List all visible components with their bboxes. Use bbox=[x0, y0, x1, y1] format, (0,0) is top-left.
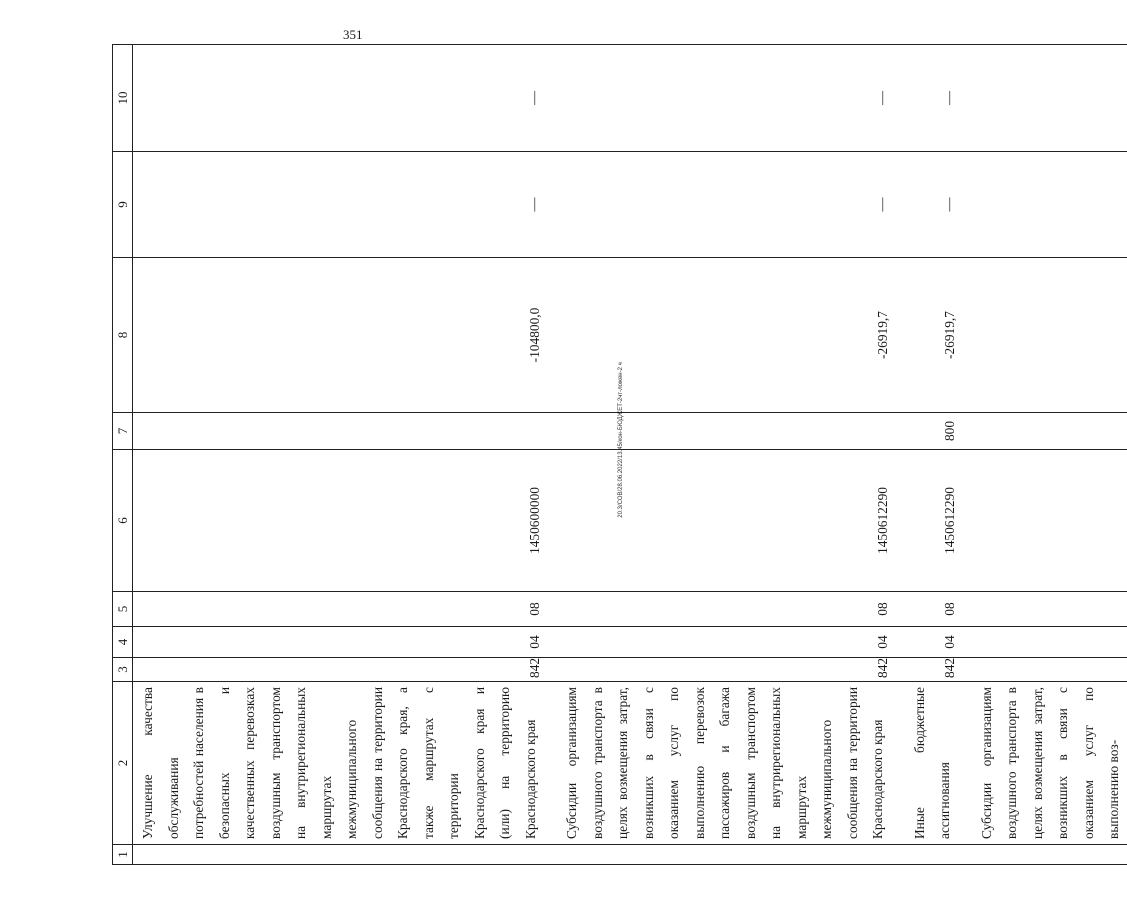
col-header-5: 5 bbox=[113, 592, 133, 627]
col-header-2: 2 bbox=[113, 682, 133, 845]
cell-c9: — bbox=[133, 152, 544, 258]
cell-c10 bbox=[972, 45, 1127, 152]
cell-c5: 08 bbox=[557, 592, 891, 627]
cell-c8: -26919,7 bbox=[905, 258, 958, 413]
cell-c5: 08 bbox=[905, 592, 958, 627]
col-header-10: 10 bbox=[113, 45, 133, 152]
header-row bbox=[113, 45, 133, 865]
cell-c9: — bbox=[557, 152, 891, 258]
cell-c6 bbox=[972, 450, 1127, 592]
col-header-8: 8 bbox=[113, 258, 133, 413]
row-name: Субсидии организациям воздушного транспорта в целях возмещения затрат, возникших в связи с оказанием услуг по выполнению перевозок пассажиров и багажа воздушным транспортом на внутрирегиональных маршрутах межмуниципального сообщения на территории Краснодарского края bbox=[557, 682, 891, 845]
cell-c10: — bbox=[133, 45, 544, 152]
cell-c3: 842 bbox=[905, 658, 958, 682]
table-row bbox=[905, 45, 958, 865]
cell-c7 bbox=[972, 413, 1127, 450]
col-header-1: 1 bbox=[113, 845, 133, 865]
col-header-6: 6 bbox=[113, 450, 133, 592]
cell-c9 bbox=[972, 152, 1127, 258]
col-header-3: 3 bbox=[113, 658, 133, 682]
col-header-7: 7 bbox=[113, 413, 133, 450]
row-spacer bbox=[891, 45, 905, 865]
cell-c7 bbox=[133, 413, 544, 450]
cell-c4: 04 bbox=[905, 627, 958, 658]
cell-c4 bbox=[972, 627, 1127, 658]
cell-c7: 800 bbox=[905, 413, 958, 450]
table-row bbox=[557, 45, 891, 865]
row-spacer bbox=[958, 45, 972, 865]
table-row bbox=[133, 45, 544, 865]
cell-c6: 1450612290 bbox=[557, 450, 891, 592]
cell-c3: 842 bbox=[557, 658, 891, 682]
cell-c3 bbox=[972, 658, 1127, 682]
margin-service-note: 20.3/СОВ/28.06.2022/13.45/кон-БЮДЖЕТ-2чт-ложен-2 ч bbox=[618, 362, 624, 518]
cell-c6: 1450600000 bbox=[133, 450, 544, 592]
col-header-9: 9 bbox=[113, 152, 133, 258]
row-name: Улучшение качества обслуживания потребностей населения в безопасных и качественных перевозках воздушным транспортом на внутрирегиональных маршрутах межмуниципального сообщения на территории Краснодарского края, а также маршрутах с территории Краснодарского края и (или) на территорию Краснодарского края bbox=[133, 682, 544, 845]
cell-c10: — bbox=[905, 45, 958, 152]
row-spacer bbox=[543, 45, 557, 865]
col-header-4: 4 bbox=[113, 627, 133, 658]
page-number: 351 bbox=[343, 27, 363, 42]
cell-c8: -104800,0 bbox=[133, 258, 544, 413]
cell-c5: 08 bbox=[133, 592, 544, 627]
budget-table bbox=[112, 44, 1127, 865]
cell-c8: -26919,7 bbox=[557, 258, 891, 413]
cell-c9: — bbox=[905, 152, 958, 258]
cell-c7 bbox=[557, 413, 891, 450]
row-name: Иные бюджетные ассигнования bbox=[905, 682, 958, 845]
cell-c8 bbox=[972, 258, 1127, 413]
cell-c5 bbox=[972, 592, 1127, 627]
cell-c4: 04 bbox=[557, 627, 891, 658]
cell-c3: 842 bbox=[133, 658, 544, 682]
cell-c4: 04 bbox=[133, 627, 544, 658]
cell-c6: 1450612290 bbox=[905, 450, 958, 592]
cell-c10: — bbox=[557, 45, 891, 152]
table-row bbox=[972, 45, 1127, 865]
row-name: Субсидии организациям воздушного транспорта в целях возмещения затрат, возникших в связи с оказанием услуг по выполнению воз- bbox=[972, 682, 1127, 845]
